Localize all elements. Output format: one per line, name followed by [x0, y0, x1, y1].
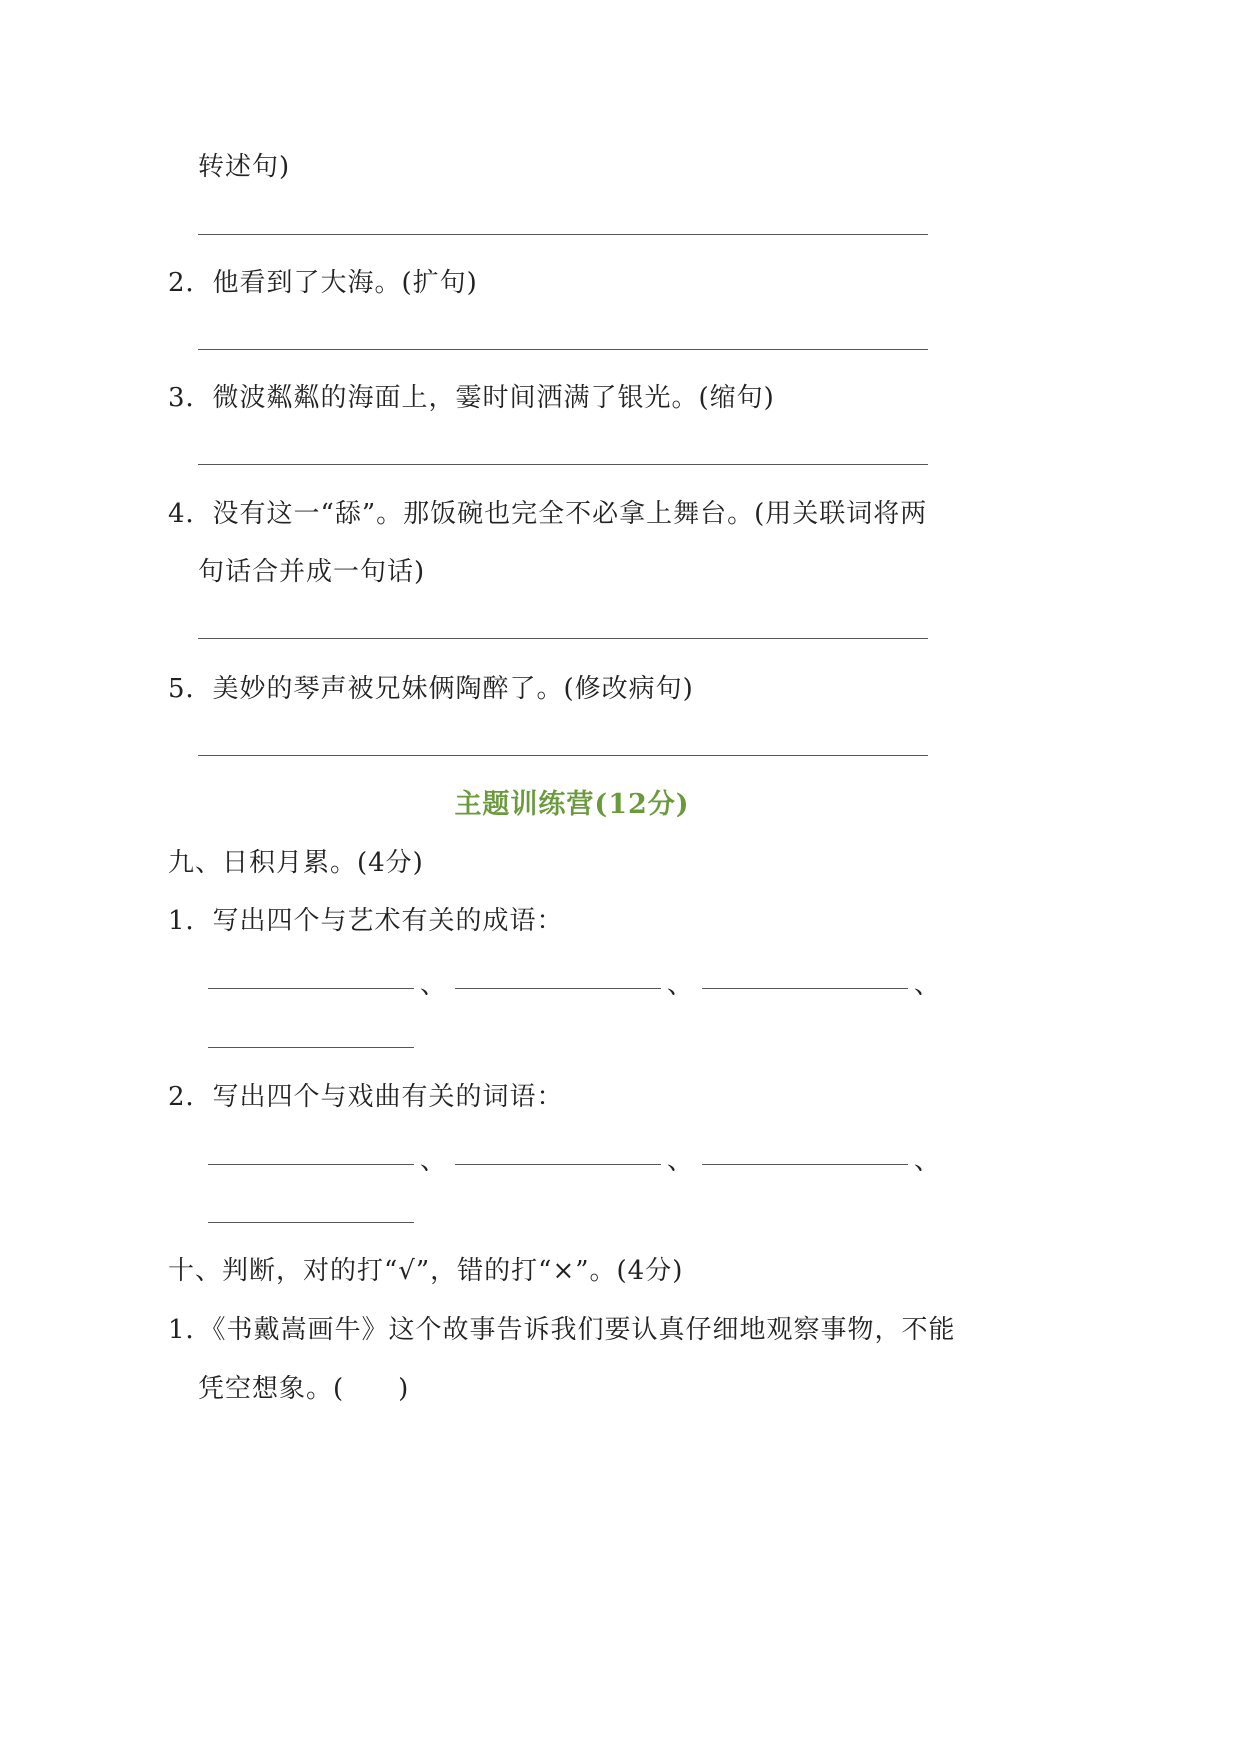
question-5: 5．美妙的琴声被兄妹俩陶醉了。(修改病句) — [168, 674, 694, 704]
theme-heading: 主题训练营(12分) — [454, 789, 690, 820]
section-10-question-1-line2: 凭空想象。( ) — [198, 1374, 410, 1404]
question-3: 3．微波粼粼的海面上，霎时间洒满了银光。(缩句) — [168, 383, 775, 413]
answer-line-q4[interactable] — [198, 638, 928, 639]
section-9-question-2: 2．写出四个与戏曲有关的词语： — [168, 1082, 564, 1112]
separator: 、 — [667, 1146, 695, 1176]
question-4-line2: 句话合并成一句话) — [198, 557, 426, 587]
opera-word-blank-4[interactable] — [208, 1222, 414, 1223]
separator: 、 — [420, 970, 448, 1000]
section-10-title: 十、判断，对的打“√”，错的打“×”。(4分) — [168, 1256, 684, 1286]
answer-line-q3[interactable] — [198, 464, 928, 465]
answer-line-q1[interactable] — [198, 234, 928, 235]
answer-line-q5[interactable] — [198, 755, 928, 756]
idiom-blank-4[interactable] — [208, 1047, 414, 1048]
separator: 、 — [420, 1146, 448, 1176]
separator: 、 — [914, 1146, 942, 1176]
opera-word-blank-1[interactable] — [208, 1164, 414, 1165]
opera-word-blank-2[interactable] — [455, 1164, 661, 1165]
question-2: 2．他看到了大海。(扩句) — [168, 268, 478, 298]
section-10-question-1-line1: 1．《书戴嵩画牛》这个故事告诉我们要认真仔细地观察事物，不能 — [168, 1315, 956, 1345]
opera-word-blank-3[interactable] — [702, 1164, 908, 1165]
answer-line-q2[interactable] — [198, 349, 928, 350]
question-4-line1: 4．没有这一“舔”。那饭碗也完全不必拿上舞台。(用关联词将两 — [168, 499, 928, 529]
q1-continuation: 转述句) — [198, 152, 291, 182]
idiom-blank-2[interactable] — [455, 988, 661, 989]
section-9-title: 九、日积月累。(4分) — [168, 848, 424, 878]
idiom-blank-3[interactable] — [702, 988, 908, 989]
separator: 、 — [914, 970, 942, 1000]
idiom-blank-1[interactable] — [208, 988, 414, 989]
section-9-question-1: 1．写出四个与艺术有关的成语： — [168, 906, 564, 936]
separator: 、 — [667, 970, 695, 1000]
